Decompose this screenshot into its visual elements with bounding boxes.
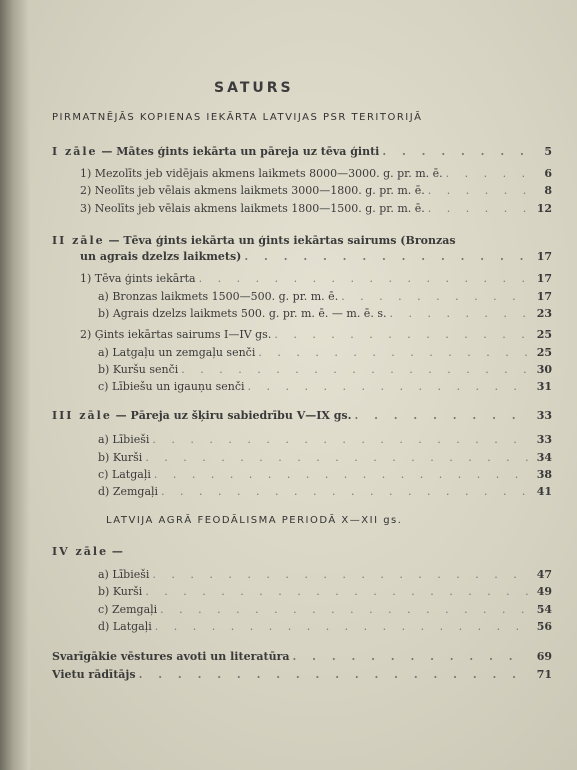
hall-title: —: [111, 545, 123, 558]
leader-dots: [152, 620, 528, 634]
leader-dots: [379, 145, 528, 159]
toc-entry[interactable]: [98, 380, 552, 394]
leader-dots: [196, 272, 528, 286]
leader-dots: [245, 380, 528, 394]
page-number: 41: [536, 485, 552, 498]
entry-text: b) Kuršu senči: [98, 363, 179, 376]
page-number: 56: [536, 620, 552, 633]
entry-text: d) Latgaļi: [98, 620, 152, 633]
page-number: 25: [536, 346, 552, 359]
page-number: 33: [536, 409, 552, 422]
leader-dots: [149, 433, 528, 447]
toc-entry-hall-2[interactable]: [52, 234, 552, 248]
entry-text: Vietu rādītājs: [52, 668, 136, 681]
leader-dots: [255, 346, 528, 360]
page-number: 49: [536, 585, 552, 598]
toc-entry[interactable]: [98, 568, 552, 582]
leader-dots: [142, 451, 528, 465]
toc-entry[interactable]: [80, 202, 552, 216]
section-heading-primitive-community: PIRMATNĒJĀS KOPIENAS IEKĀRTA LATVIJAS PSR TERITORIJĀ: [52, 112, 423, 123]
leader-dots: [149, 568, 528, 582]
entry-text: b) Kurši: [98, 585, 143, 598]
leader-dots: [241, 250, 528, 264]
hall-label: II zāle: [52, 234, 105, 247]
entry-text: c) Lībiešu un igauņu senči: [98, 380, 245, 393]
toc-entry[interactable]: [98, 451, 552, 465]
leader-dots: [142, 585, 528, 599]
entry-text: b) Kurši: [98, 451, 143, 464]
page-number: 47: [536, 568, 552, 581]
entry-text: a) Latgaļu un zemgaļu senči: [98, 346, 256, 359]
toc-entry[interactable]: [98, 307, 552, 321]
page-gutter-shadow: [0, 0, 30, 770]
toc-entry[interactable]: [98, 468, 552, 482]
toc-entry[interactable]: [80, 272, 552, 286]
toc-entry[interactable]: [98, 363, 552, 377]
page-number: 38: [536, 468, 552, 481]
toc-entry-hall-1[interactable]: [52, 145, 552, 159]
entry-text: 2) Neolīts jeb vēlais akmens laikmets 3000—1800. g. pr. m. ē.: [80, 184, 425, 197]
toc-entry[interactable]: [80, 184, 552, 198]
page-number: 17: [536, 290, 552, 303]
leader-dots: [178, 363, 528, 377]
leader-dots: [151, 468, 528, 482]
page-number: 17: [536, 272, 552, 285]
leader-dots: [338, 290, 528, 304]
entry-text: b) Agrais dzelzs laikmets 500. g. pr. m. ē. — m. ē. s.: [98, 307, 387, 320]
toc-entry[interactable]: [98, 290, 552, 304]
hall-title: — Tēva ģints iekārta un ģints iekārtas sairums (Bronzas: [108, 234, 456, 247]
entry-text: 1) Tēva ģints iekārta: [80, 272, 196, 285]
page-number: 17: [536, 250, 552, 263]
entry-text: c) Latgaļi: [98, 468, 151, 481]
leader-dots: [290, 650, 529, 664]
page-number: 69: [536, 650, 552, 663]
toc-entry-hall-2-continued[interactable]: [80, 250, 552, 264]
leader-dots: [443, 167, 528, 181]
entry-text: 3) Neolīts jeb vēlais akmens laikmets 1800—1500. g. pr. m. ē.: [80, 202, 425, 215]
toc-entry-sources[interactable]: [52, 650, 552, 664]
leader-dots: [425, 184, 528, 198]
entry-text: c) Zemgaļi: [98, 603, 158, 616]
toc-entry[interactable]: [98, 585, 552, 599]
hall-label: IV zāle: [52, 545, 109, 558]
toc-entry-place-index[interactable]: [52, 668, 552, 682]
toc-entry[interactable]: [98, 620, 552, 634]
page-title: SATURS: [214, 80, 294, 96]
page-number: 12: [536, 202, 552, 215]
hall-title: — Mātes ģints iekārta un pāreja uz tēva ģinti: [101, 145, 380, 158]
leader-dots: [271, 328, 528, 342]
page-number: 34: [536, 451, 552, 464]
page-number: 23: [536, 307, 552, 320]
page-number: 31: [536, 380, 552, 393]
toc-entry[interactable]: [98, 433, 552, 447]
section-heading-early-feudalism: LATVIJA AGRĀ FEODĀLISMA PERIODĀ X—XII gs.: [106, 515, 403, 526]
page-number: 30: [536, 363, 552, 376]
leader-dots: [386, 307, 528, 321]
toc-entry[interactable]: [80, 167, 552, 181]
entry-text: 1) Mezolīts jeb vidējais akmens laikmets 8000—3000. g. pr. m. ē.: [80, 167, 443, 180]
toc-entry-hall-4[interactable]: [52, 545, 552, 559]
page-number: 25: [536, 328, 552, 341]
hall-label: III zāle: [52, 409, 112, 422]
toc-entry[interactable]: [98, 346, 552, 360]
hall-label: I zāle: [52, 145, 98, 158]
entry-text: a) Lībieši: [98, 568, 150, 581]
toc-entry[interactable]: [98, 603, 552, 617]
entry-text: d) Zemgaļi: [98, 485, 159, 498]
toc-entry-hall-3[interactable]: [52, 409, 552, 423]
entry-text: a) Bronzas laikmets 1500—500. g. pr. m. ē.: [98, 290, 339, 303]
leader-dots: [425, 202, 528, 216]
page-number: 54: [536, 603, 552, 616]
leader-dots: [157, 603, 528, 617]
leader-dots: [158, 485, 528, 499]
leader-dots: [351, 409, 528, 423]
toc-entry[interactable]: [98, 485, 552, 499]
toc-entry[interactable]: [80, 328, 552, 342]
page-number: 71: [536, 668, 552, 681]
page-number: 5: [544, 145, 552, 158]
page-number: 33: [536, 433, 552, 446]
page-number: 6: [544, 167, 552, 180]
entry-text: Svarīgākie vēstures avoti un literatūra: [52, 650, 290, 663]
entry-text: a) Lībieši: [98, 433, 150, 446]
hall-title-continued: un agrais dzelzs laikmets): [80, 250, 242, 263]
leader-dots: [136, 668, 528, 682]
page-number: 8: [544, 184, 552, 197]
hall-title: — Pāreja uz šķiru sabiedrību V—IX gs.: [115, 409, 352, 422]
entry-text: 2) Ģints iekārtas sairums I—IV gs.: [80, 328, 272, 341]
